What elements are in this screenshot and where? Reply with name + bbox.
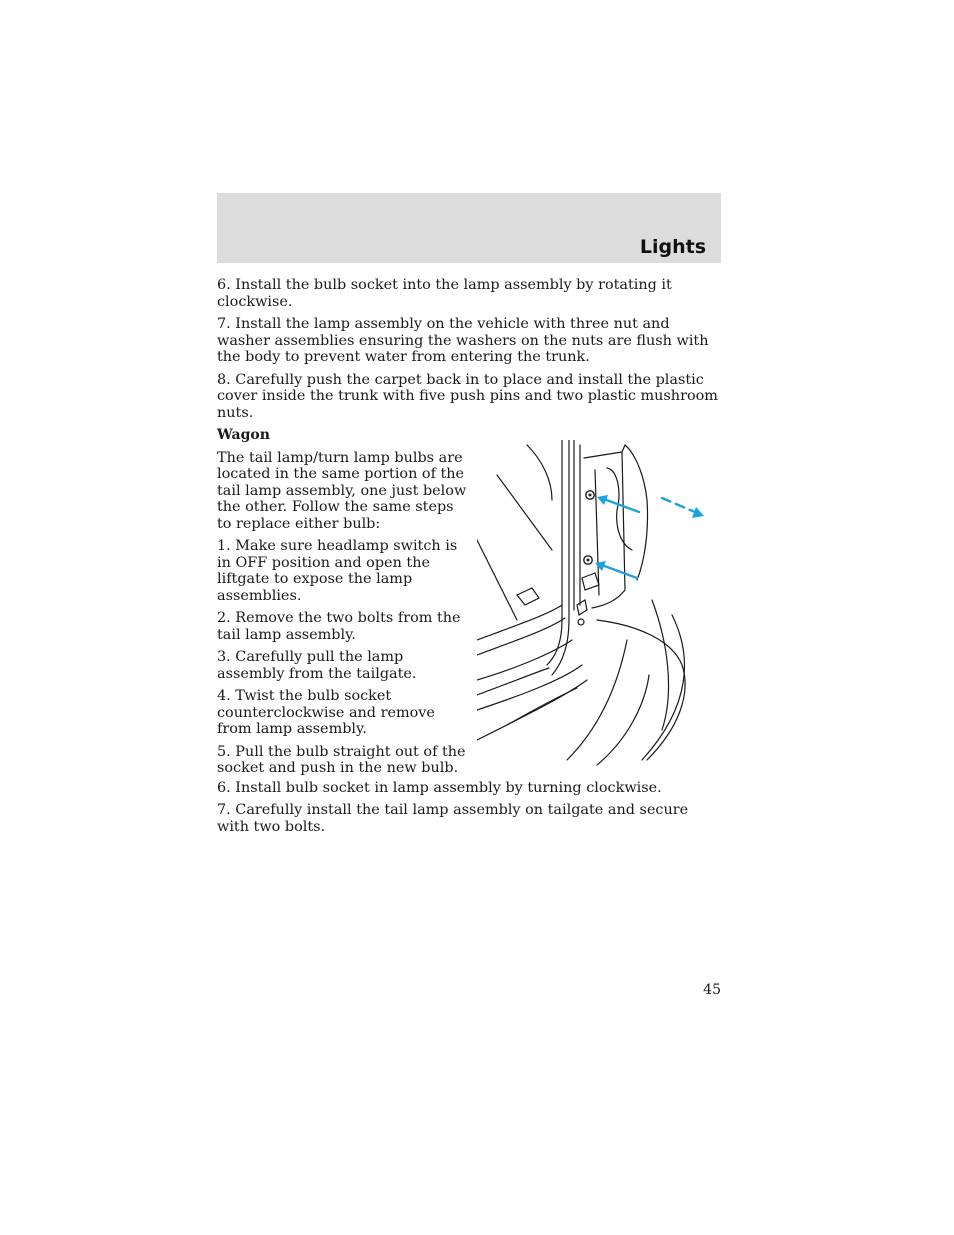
arrow-top: [601, 498, 639, 512]
wagon-step-6: 6. Install bulb socket in lamp assembly by turning clockwise.: [217, 779, 662, 796]
page-body: [217, 277, 721, 841]
sedan-step-6: 6. Install the bulb socket into the lamp assembly by rotating it clockwise.: [217, 277, 672, 310]
bolt-top-icon: [586, 490, 594, 498]
removal-arrows: [595, 495, 704, 578]
vehicle-body-linework: [477, 440, 685, 765]
section-header: [217, 193, 721, 263]
arrow-pull-out: [662, 498, 695, 512]
page-number: 45: [703, 982, 721, 998]
wagon-section: [217, 450, 721, 780]
wagon-step-5: 5. Pull the bulb straight out of the socket and push in the new bulb.: [217, 743, 466, 776]
wagon-heading: Wagon: [217, 427, 270, 443]
wagon-final-steps: [217, 780, 721, 836]
bolt-bottom-icon: [584, 555, 592, 563]
wagon-step-4: 4. Twist the bulb socket counterclockwise and remove from lamp assembly.: [217, 688, 435, 737]
tail-lamp-illustration: [477, 440, 717, 770]
arrow-bottom: [599, 564, 637, 578]
wagon-step-1: 1. Make sure headlamp switch is in OFF position and open the liftgate to expose the lamp assemblies.: [217, 538, 458, 604]
section-title: Lights: [639, 236, 706, 258]
sedan-step-8: 8. Carefully push the carpet back in to place and install the plastic cover inside the trunk with five push pins and two plastic mushroom nuts.: [217, 371, 718, 421]
wagon-step-3: 3. Carefully pull the lamp assembly from the tailgate.: [217, 649, 417, 682]
wagon-step-7: 7. Carefully install the tail lamp assembly on tailgate and secure with two bolts.: [217, 802, 689, 835]
wagon-step-2: 2. Remove the two bolts from the tail lamp assembly.: [217, 610, 461, 643]
wagon-text-column: [217, 450, 467, 783]
sedan-step-7: 7. Install the lamp assembly on the vehicle with three nut and washer assemblies ensuring the washers on the nuts are flush with the body to prevent water from entering the trunk.: [217, 316, 709, 365]
wagon-intro: The tail lamp/turn lamp bulbs are located in the same portion of the tail lamp assembly, one just below the other. Follow the same steps to replace either bulb:: [217, 449, 467, 532]
